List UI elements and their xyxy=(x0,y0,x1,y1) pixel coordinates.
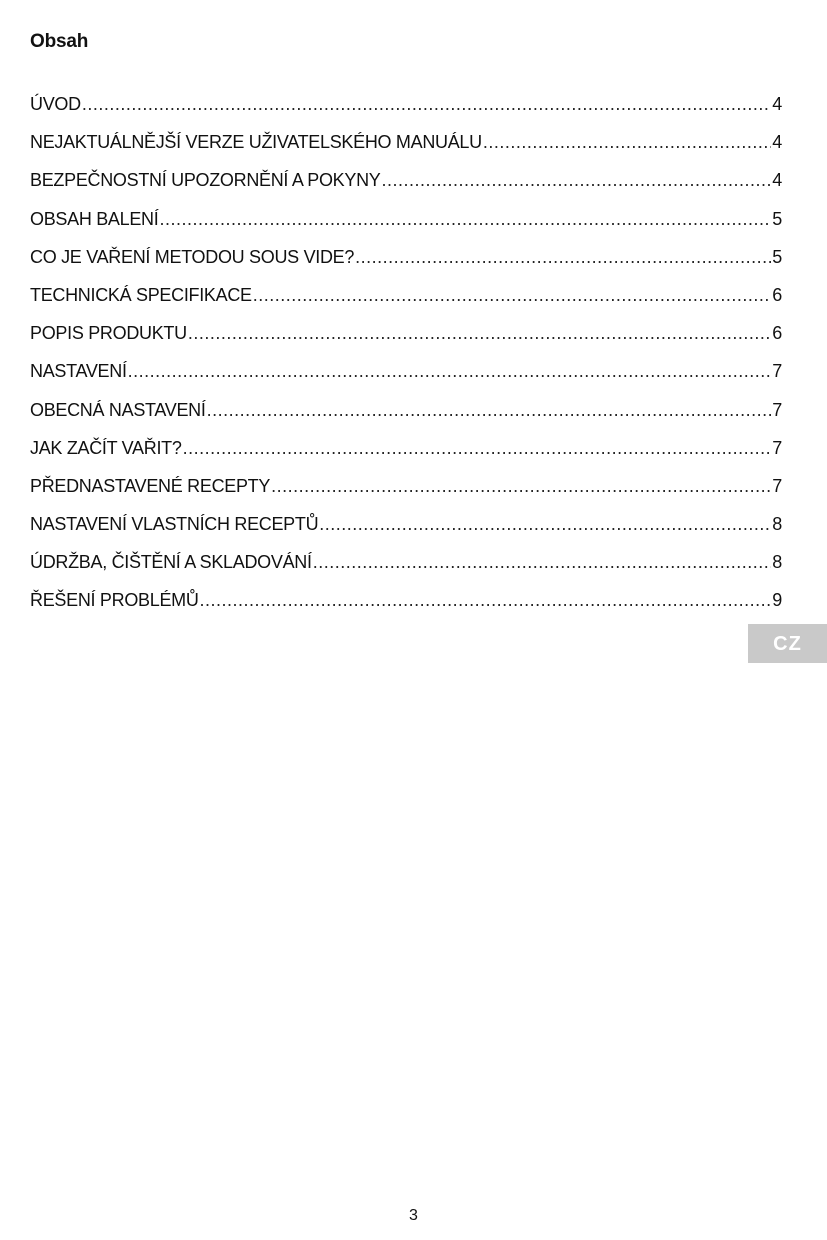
toc-entry[interactable] xyxy=(30,166,782,204)
toc-entry-label: OBSAH BALENÍ xyxy=(30,208,159,229)
toc-entry-label: NEJAKTUÁLNĚJŠÍ VERZE UŽIVATELSKÉHO MANUÁLU xyxy=(30,132,482,153)
toc-entry-page: 7 xyxy=(772,399,782,420)
toc-dot-leader xyxy=(271,472,771,500)
toc-entry-page: 7 xyxy=(772,437,782,458)
toc-entry-page: 8 xyxy=(772,552,782,573)
toc-entry[interactable] xyxy=(30,205,782,243)
toc-entry-page: 4 xyxy=(772,170,782,191)
toc-entry-label: NASTAVENÍ VLASTNÍCH RECEPTŮ xyxy=(30,514,319,535)
toc-entry-label: PŘEDNASTAVENÉ RECEPTY xyxy=(30,475,271,496)
toc-dot-leader xyxy=(253,281,772,309)
toc-entry[interactable] xyxy=(30,243,782,281)
toc-dot-leader xyxy=(207,396,772,424)
toc-entry[interactable] xyxy=(30,548,782,586)
table-of-contents xyxy=(30,90,782,625)
toc-entry-label: BEZPEČNOSTNÍ UPOZORNĚNÍ A POKYNY xyxy=(30,170,381,191)
page-number: 3 xyxy=(409,1207,418,1224)
toc-dot-leader xyxy=(200,586,772,614)
toc-entry-label: OBECNÁ NASTAVENÍ xyxy=(30,399,206,420)
toc-entry-page: 9 xyxy=(772,590,782,611)
toc-entry-label: ÚDRŽBA, ČIŠTĚNÍ A SKLADOVÁNÍ xyxy=(30,552,312,573)
toc-entry-page: 5 xyxy=(772,246,782,267)
toc-dot-leader xyxy=(183,434,772,462)
toc-entry[interactable] xyxy=(30,357,782,395)
toc-dot-leader xyxy=(159,205,771,233)
toc-entry[interactable] xyxy=(30,128,782,166)
toc-entry-label: JAK ZAČÍT VAŘIT? xyxy=(30,437,182,458)
page-title: Obsah xyxy=(30,31,89,52)
toc-entry[interactable] xyxy=(30,472,782,510)
toc-entry-page: 6 xyxy=(772,323,782,344)
toc-entry-page: 7 xyxy=(772,361,782,382)
toc-dot-leader xyxy=(355,243,771,271)
toc-dot-leader xyxy=(319,510,771,538)
toc-dot-leader xyxy=(483,128,771,156)
toc-entry-page: 5 xyxy=(772,208,782,229)
toc-entry-page: 7 xyxy=(772,475,782,496)
toc-entry[interactable] xyxy=(30,434,782,472)
toc-entry[interactable] xyxy=(30,510,782,548)
toc-entry[interactable] xyxy=(30,586,782,624)
toc-entry-label: ŘEŠENÍ PROBLÉMŮ xyxy=(30,590,199,611)
toc-entry-label: NASTAVENÍ xyxy=(30,361,127,382)
toc-entry-page: 8 xyxy=(772,514,782,535)
toc-dot-leader xyxy=(82,90,771,118)
toc-entry[interactable] xyxy=(30,281,782,319)
toc-entry-label: CO JE VAŘENÍ METODOU SOUS VIDE? xyxy=(30,246,355,267)
toc-dot-leader xyxy=(381,166,771,194)
toc-entry[interactable] xyxy=(30,319,782,357)
toc-dot-leader xyxy=(188,319,771,347)
toc-entry-page: 4 xyxy=(772,132,782,153)
toc-entry-label: POPIS PRODUKTU xyxy=(30,323,187,344)
language-tab: CZ xyxy=(748,624,827,663)
toc-entry[interactable] xyxy=(30,90,782,128)
toc-entry-page: 4 xyxy=(772,94,782,114)
toc-entry-label: ÚVOD xyxy=(30,94,81,114)
toc-dot-leader xyxy=(313,548,772,576)
toc-entry-page: 6 xyxy=(772,284,782,305)
toc-entry-label: TECHNICKÁ SPECIFIKACE xyxy=(30,284,252,305)
toc-dot-leader xyxy=(128,357,772,385)
toc-entry[interactable] xyxy=(30,396,782,434)
